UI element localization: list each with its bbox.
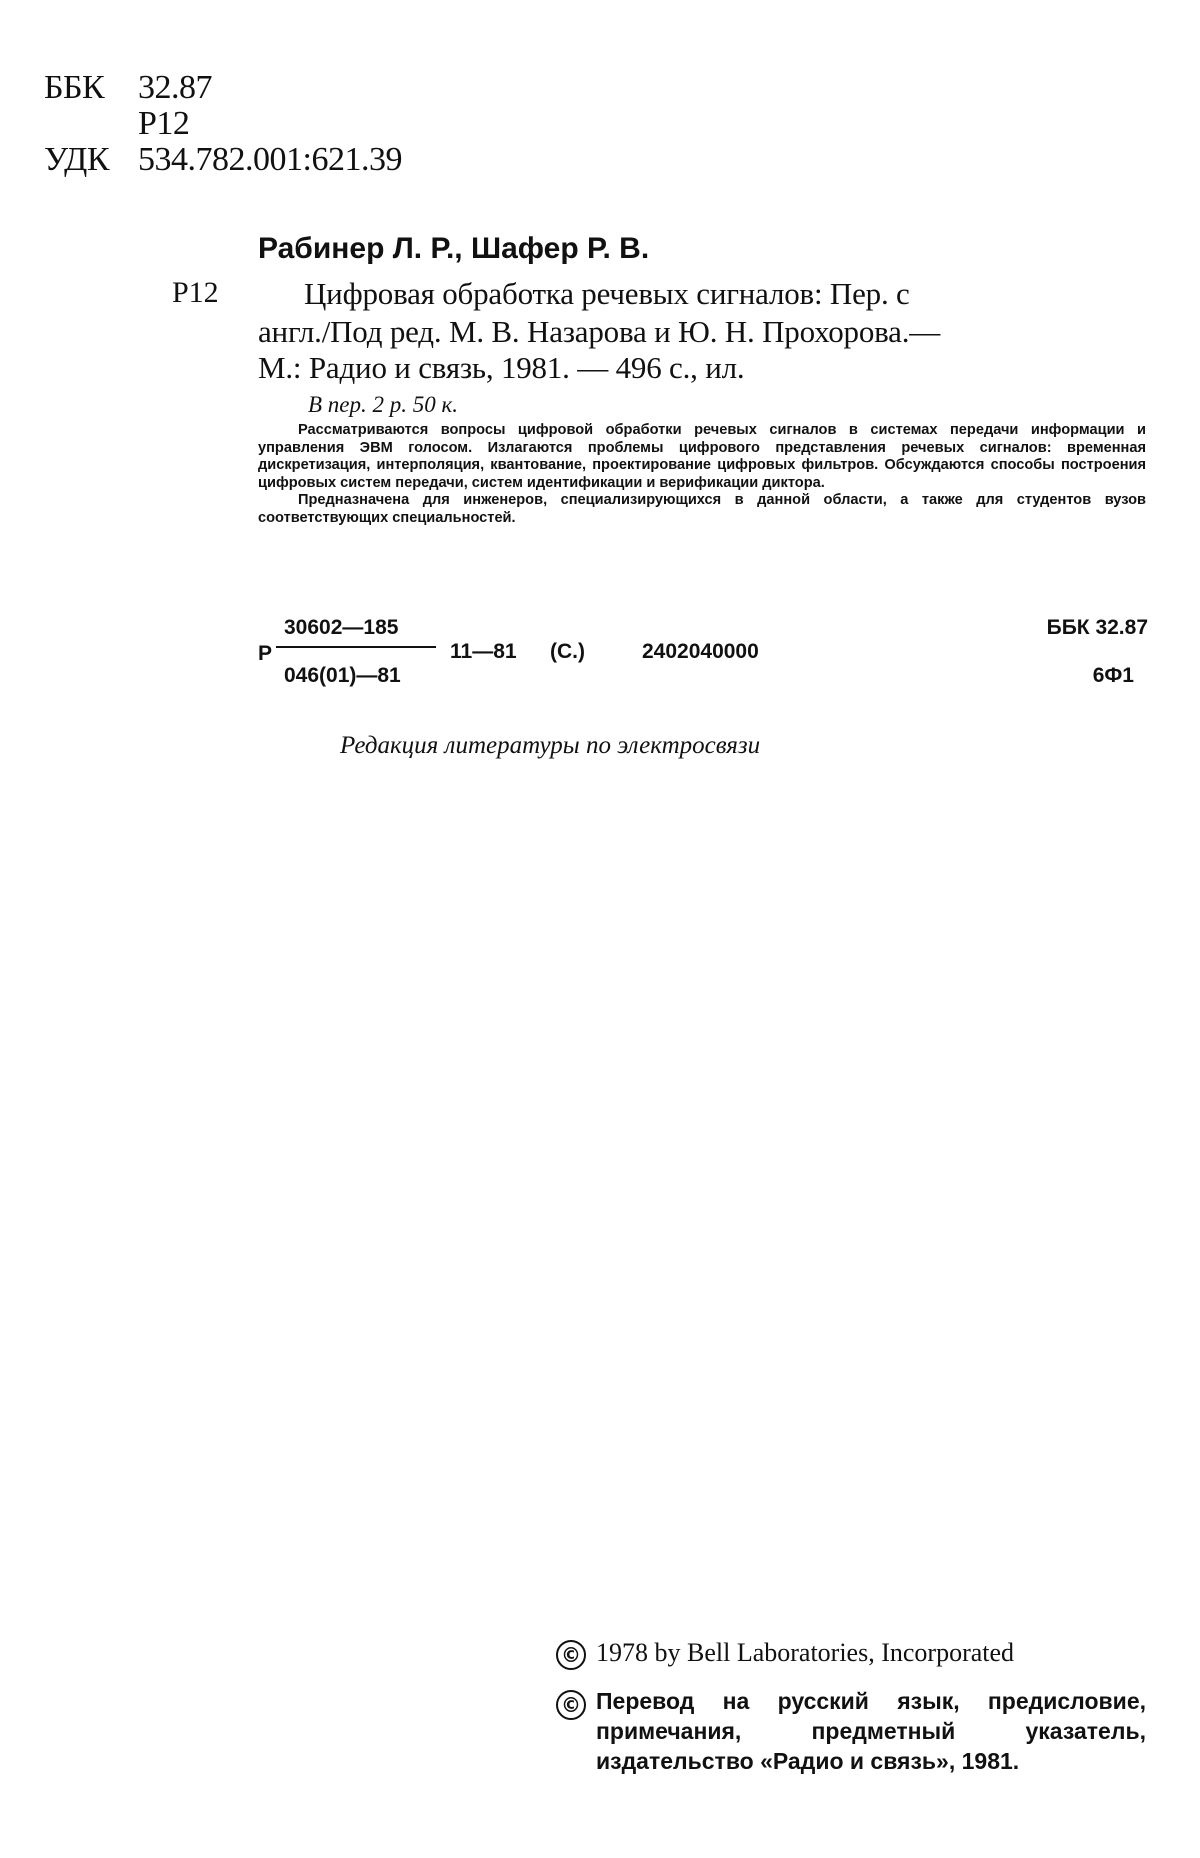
- abstract-paragraph-2: Предназначена для инженеров, специализирующихся в данной области, а также для студентов вузов соответствующих специальностей.: [258, 492, 1146, 526]
- abstract: [258, 422, 1146, 528]
- bbk-right: ББК 32.87: [1046, 616, 1148, 639]
- index-denominator: 046(01)—81: [284, 664, 401, 687]
- title-line-3: М.: Радио и связь, 1981. — 496 с., ил.: [258, 350, 745, 385]
- udk-label: УДК: [44, 141, 110, 178]
- udk-code: 534.782.001:621.39: [138, 141, 402, 178]
- copyright-icon: ©: [556, 1640, 586, 1670]
- classification-block: [44, 70, 404, 180]
- bbk-label: ББК: [44, 69, 105, 106]
- title-line-1: Цифровая обработка речевых сигналов: Пер. с: [304, 276, 910, 311]
- copyright-original: [556, 1638, 1014, 1670]
- index-numerator: 30602—185: [284, 616, 399, 639]
- abstract-paragraph-1: Рассматриваются вопросы цифровой обработки речевых сигналов в системах передачи информации и управления ЭВМ голосом. Излагаются проблемы цифрового представления речевых сигналов: временная дискретизация, интерполяция, квантование, проектирование цифровых фильтров. Обсуждаются способы построения цифровых систем передачи, систем идентификации и верификации диктора.: [258, 422, 1146, 491]
- index-mark: (С.): [550, 640, 585, 663]
- title-line-2: англ./Под ред. М. В. Назарова и Ю. Н. Прохорова.—: [258, 314, 941, 349]
- index-prefix: Р: [258, 642, 273, 665]
- author-line: Рабинер Л. Р., Шафер Р. В.: [258, 232, 650, 265]
- copyright-icon: ©: [556, 1690, 586, 1720]
- bbk-code: 32.87: [138, 69, 212, 106]
- code-right: 6Ф1: [1092, 664, 1134, 687]
- copyright-translation: Перевод на русский язык, предисловие, примечания, предметный указатель, издательство «Радио и связь», 1981.: [596, 1688, 1146, 1774]
- index-number: 2402040000: [642, 640, 759, 663]
- copyright-translation-icon-wrap: [556, 1690, 596, 1720]
- side-mark: Р12: [172, 276, 219, 309]
- fraction-line: [276, 646, 436, 648]
- price: В пер. 2 р. 50 к.: [308, 392, 459, 417]
- imprint: Редакция литературы по электросвязи: [340, 732, 761, 759]
- index-series: 11—81: [450, 640, 517, 663]
- catalog-index: [258, 612, 1148, 692]
- author-mark: Р12: [138, 105, 190, 142]
- copyright-original-text: 1978 by Bell Laboratories, Incorporated: [596, 1638, 1015, 1667]
